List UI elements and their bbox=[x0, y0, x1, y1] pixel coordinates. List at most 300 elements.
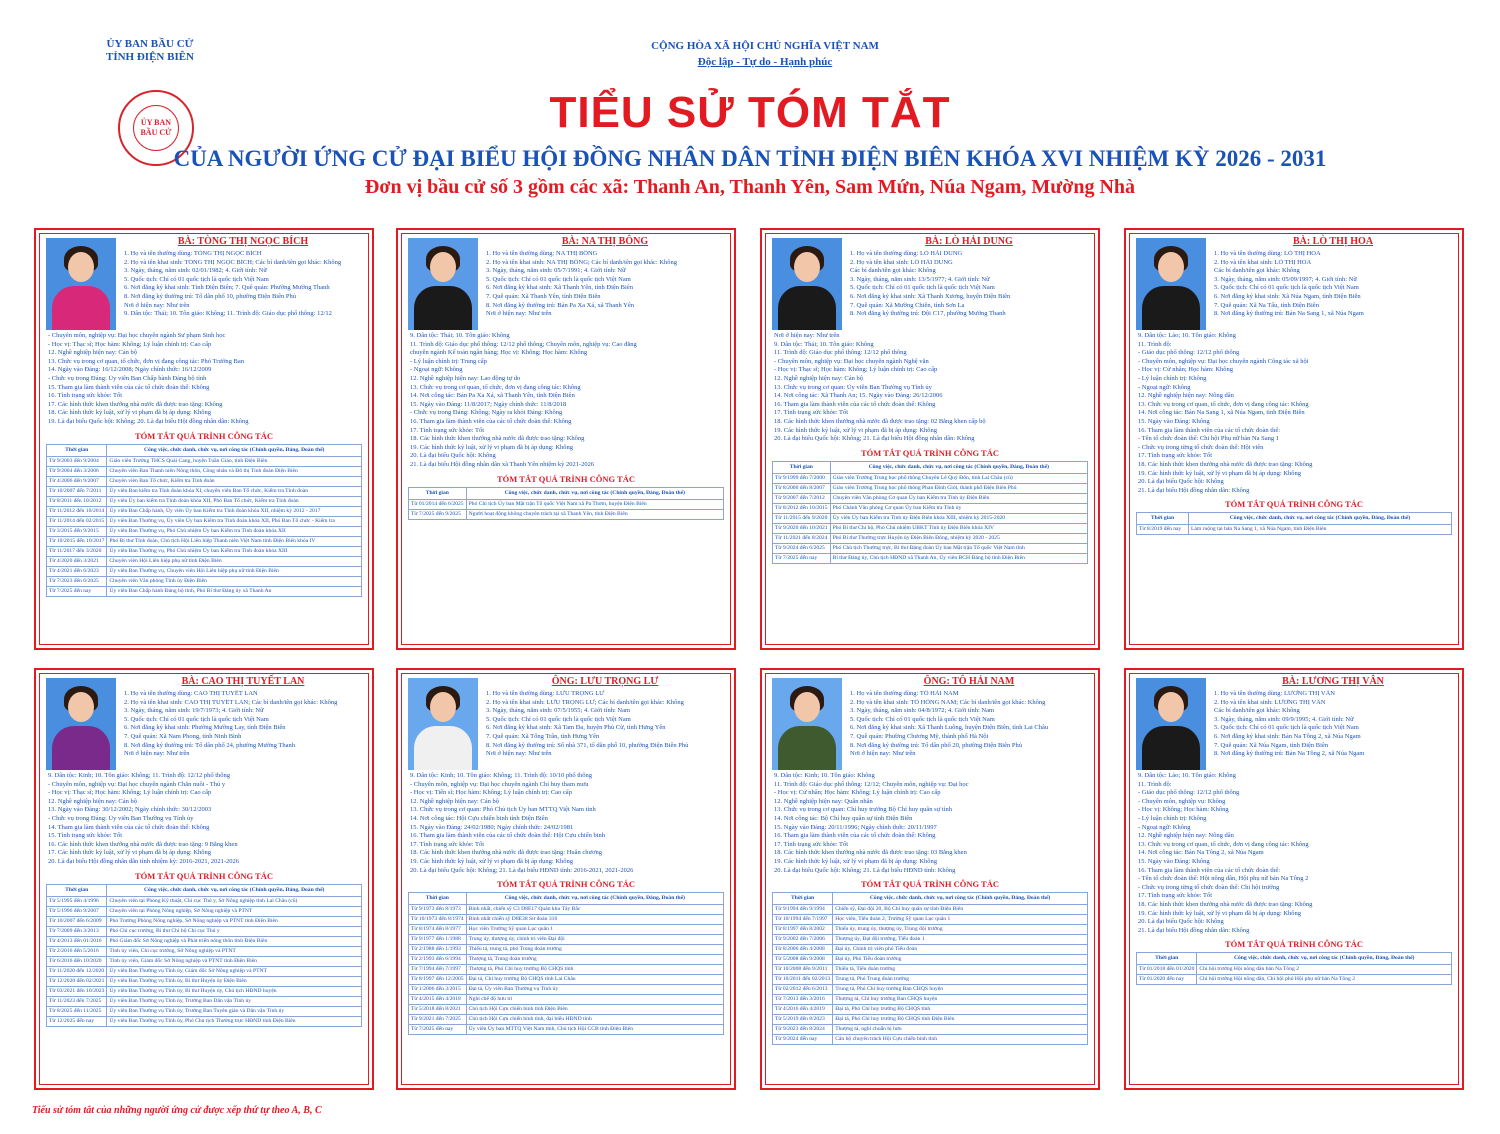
table-row bbox=[773, 975, 1088, 985]
work-cell: Đại tá, Chỉ huy trưởng Bộ CHQS tỉnh Lai Châu bbox=[466, 975, 723, 985]
table-row bbox=[409, 905, 724, 915]
detail-line: 18. Các hình thức khen thưởng nhà nước đã được trao tặng: Không bbox=[1138, 460, 1313, 468]
work-cell: Phó Bí thư Chi bộ, Phó Chủ nhiệm UBKT Tỉnh ủy Điện Biên khóa XIV bbox=[830, 523, 1087, 533]
table-row bbox=[409, 935, 724, 945]
candidate-info bbox=[124, 690, 364, 759]
work-cell: Ủy viên Ban Thường vụ Tỉnh ủy, Phó Chủ tịch Thường trực HĐND tỉnh Điện Biên bbox=[107, 1016, 362, 1026]
table-row bbox=[47, 946, 362, 956]
card-header bbox=[762, 670, 1098, 770]
time-cell: Từ 9/2003 đến 9/2004 bbox=[47, 456, 107, 466]
time-cell: Từ 7/2025 đến nay bbox=[409, 1025, 467, 1035]
detail-line: 13. Chức vụ trong cơ quan, tổ chức, đơn vị đang công tác: Không bbox=[1138, 400, 1309, 408]
work-column-header: Công việc, chức danh, chức vụ, nơi công tác (Chính quyền, Đảng, Đoàn thể) bbox=[1189, 513, 1452, 525]
time-cell: Từ 9/2024 đến nay bbox=[773, 1035, 833, 1045]
time-cell: Từ 7/2025 đến nay bbox=[47, 586, 107, 596]
detail-line: 18. Các hình thức khen thưởng nhà nước đã được trao tặng: 03 Bằng khen bbox=[774, 849, 967, 857]
candidate-photo bbox=[1136, 238, 1206, 330]
detail-line: - Chức vụ trong từng tổ chức đoàn thể: Hội viên bbox=[1138, 443, 1264, 451]
candidate-photo bbox=[772, 678, 842, 770]
info-line: 2. Họ và tên khai sinh: LƯU TRỌNG LƯ; Các bí danh/tên gọi khác: Không bbox=[486, 698, 684, 706]
time-cell: Từ 4/2020 đến 3/2021 bbox=[47, 556, 107, 566]
work-cell: Tỉnh ủy viên, Giám đốc Sở Nông nghiệp và PTNT tỉnh Điện Biên bbox=[107, 956, 362, 966]
candidate-info bbox=[850, 690, 1090, 759]
table-row bbox=[1137, 525, 1452, 535]
work-cell: Bí thư Đảng ủy, Chủ tịch HĐND xã Thanh An, Ủy viên BCH Đảng bộ tỉnh Điện Biên bbox=[830, 553, 1087, 563]
detail-line: 20. Là đại biểu Quốc hội: Không; 21. Là đại biểu Hội đồng nhân dân: Không bbox=[774, 435, 975, 443]
detail-line: 13. Chức vụ trong cơ quan, tổ chức, đơn vị đang công tác: Không bbox=[1138, 840, 1309, 848]
table-row bbox=[409, 965, 724, 975]
table-header-row bbox=[1137, 953, 1452, 965]
table-row bbox=[773, 493, 1088, 503]
work-cell: Tỉnh ủy viên, Chi cục trưởng, Sở Nông nghiệp và PTNT bbox=[107, 946, 362, 956]
detail-line: 16. Tình trạng sức khỏe: Tốt bbox=[48, 392, 123, 400]
time-cell: Từ 4/2021 đến 6/2023 bbox=[47, 566, 107, 576]
work-cell: Ủy viên Ủy ban MTTQ Việt Nam tỉnh, Chủ tịch Hội CCB tỉnh Điện Biên bbox=[466, 1025, 723, 1035]
time-cell: Từ 11/2015 đến 9/2020 bbox=[773, 513, 831, 523]
detail-line: - Chuyên môn, nghiệp vụ: Đại học chuyên ngành Sư phạm Sinh học bbox=[48, 332, 226, 339]
detail-line: 13. Chức vụ trong cơ quan: Ủy viên Ban Thường vụ Tỉnh ủy bbox=[774, 383, 932, 391]
table-row bbox=[773, 955, 1088, 965]
info-line: 2. Họ và tên khai sinh: LƯƠNG THỊ VÂN bbox=[1214, 698, 1326, 706]
detail-line: 14. Tham gia làm thành viên của các tổ chức đoàn thể: Không bbox=[48, 823, 210, 831]
time-cell: Từ 9/2004 đến 3/2006 bbox=[47, 466, 107, 476]
detail-line: 15. Ngày vào Đảng: Không bbox=[1138, 417, 1210, 425]
time-cell: Từ 7/2023 đến 6/2025 bbox=[47, 576, 107, 586]
candidate-name: BÀ: LƯƠNG THỊ VÂN bbox=[1282, 676, 1384, 687]
info-line: 3. Ngày, tháng, năm sinh: 04/8/1972; 4. Giới tính: Nam bbox=[850, 707, 995, 715]
table-row bbox=[47, 466, 362, 476]
candidate-name: BÀ: CAO THỊ TUYẾT LAN bbox=[181, 676, 305, 687]
table-row bbox=[47, 936, 362, 946]
info-line: 7. Quê quán: Phường Chương Mỹ, thành phố Hà Nội bbox=[850, 732, 989, 740]
work-cell: Thượng tá, Trung đoàn trưởng bbox=[466, 955, 723, 965]
work-history-title: TÓM TẮT QUÁ TRÌNH CÔNG TÁC bbox=[497, 473, 635, 484]
work-cell: Chuyên viên tại Phòng Nông nghiệp, Sở Nông nghiệp và PTNT bbox=[107, 906, 362, 916]
detail-line: 11. Trình độ: Giáo dục phổ thông: 12/12 phổ thông; Chuyên môn, nghiệp vụ: Cao đẳng bbox=[410, 340, 637, 348]
info-line: 6. Nơi đăng ký khai sinh: Phường Mường Lay, tỉnh Điện Biên bbox=[124, 724, 286, 732]
detail-line: 9. Dân tộc: Lào; 10. Tôn giáo: Không bbox=[1138, 772, 1236, 779]
time-cell: Từ 10/2015 đến 10/2017 bbox=[47, 536, 107, 546]
table-row bbox=[47, 986, 362, 996]
candidate-info bbox=[486, 250, 726, 319]
country-name: CỘNG HÒA XÃ HỘI CHỦ NGHĨA VIỆT NAM bbox=[651, 40, 879, 52]
work-cell: Ủy viên Ban Thường vụ, Chuyên viên Hội Liên hiệp phụ nữ tỉnh Điện Biên bbox=[107, 566, 362, 576]
work-cell: Giáo viên Trường Trung học phổ thông Chuyên Lê Quý Đôn, tỉnh Lai Châu (cũ) bbox=[830, 473, 1087, 483]
work-cell: Ủy viên Ban Thường vụ Tỉnh ủy, Giám đốc Sở Nông nghiệp và PTNT bbox=[107, 966, 362, 976]
work-cell: Chi hội trưởng Hội nông dân, Chi hội phó Hội phụ nữ bản Na Tông 2 bbox=[1197, 975, 1452, 985]
info-line: 6. Nơi đăng ký khai sinh: Xã Thanh Luông, huyện Điện Biên, tỉnh Lai Châu bbox=[850, 724, 1049, 732]
time-cell: Từ 4/2015 đến 4/2018 bbox=[409, 995, 467, 1005]
work-cell: Đại tá, Phó Chỉ huy trưởng Bộ CHQS tỉnh bbox=[833, 1005, 1088, 1015]
work-cell: Thiếu úy, trung úy, thượng úy, Trung đội trưởng bbox=[833, 925, 1088, 935]
work-history-table bbox=[772, 461, 1088, 564]
detail-line: - Học vị: Thạc sĩ; Học hàm: Không; Lý luận chính trị: Cao cấp bbox=[48, 789, 212, 797]
candidate-details bbox=[1126, 330, 1462, 495]
detail-line: - Ngoại ngữ: Không bbox=[410, 366, 463, 374]
detail-line: - Ngoại ngữ: Không bbox=[1138, 383, 1191, 391]
detail-line: - Học vị: Không; Học hàm: Không bbox=[1138, 806, 1229, 814]
table-row bbox=[47, 916, 362, 926]
info-line: 6. Nơi đăng ký khai sinh: Xã Thanh Yên, tỉnh Điện Biên bbox=[486, 284, 633, 292]
seal-text-1: ỦY BAN bbox=[140, 118, 172, 127]
time-cell: Từ 9/2020 đến 10/2021 bbox=[773, 523, 831, 533]
detail-line: 16. Tham gia làm thành viên của các tổ chức đoàn thể: Không bbox=[410, 417, 572, 425]
work-history-table bbox=[408, 892, 724, 1035]
detail-line: 15. Ngày vào Đảng: 11/8/2017; Ngày chính thức: 11/8/2018 bbox=[410, 400, 567, 408]
detail-line: 21. Là đại biểu Hội đồng nhân dân: Không bbox=[1138, 486, 1250, 494]
time-cell: Từ 9/1994 đến 9/1994 bbox=[773, 905, 833, 915]
work-column-header: Công việc, chức danh, chức vụ, nơi công tác (Chính quyền, Đảng, Đoàn thể) bbox=[107, 884, 362, 896]
work-cell: Chuyên viên Hội Liên hiệp phụ nữ tỉnh Điện Biên bbox=[107, 556, 362, 566]
table-header-row bbox=[1137, 513, 1452, 525]
time-cell: Từ 2/1988 đến 1/1993 bbox=[409, 945, 467, 955]
table-row bbox=[47, 496, 362, 506]
work-history-table bbox=[46, 444, 362, 597]
detail-line: 15. Tình trạng sức khỏe: Tốt bbox=[48, 832, 123, 840]
work-cell: Thượng tá, Chỉ huy trưởng Ban CHQS huyện bbox=[833, 995, 1088, 1005]
electoral-unit: Đơn vị bầu cử số 3 gồm các xã: Thanh An, Thanh Yên, Sam Mứn, Núa Ngam, Mường Nhà bbox=[364, 176, 1136, 198]
detail-line: - Học vị: Cử nhân; Học hàm: Không bbox=[1138, 366, 1234, 374]
page-title: TIỂU SỬ TÓM TẮT bbox=[549, 88, 951, 137]
detail-line: 18. Các hình thức kỷ luật, xử lý vi phạm đã bị áp dụng: Không bbox=[48, 409, 212, 417]
info-line: 5. Quốc tịch: Chỉ có 01 quốc tịch là quốc tịch Việt Nam bbox=[850, 284, 995, 292]
work-cell: Ủy viên Ban Thường vụ Tỉnh ủy, Trưởng Ban Tuyên giáo và Dân vận Tỉnh ủy bbox=[107, 1006, 362, 1016]
card-header bbox=[398, 230, 734, 330]
time-cell: Từ 4/2013 đến 01/2016 bbox=[47, 936, 107, 946]
detail-line: Nơi ở hiện nay: Như trên bbox=[774, 332, 840, 339]
committee-line-1: ỦY BAN BẦU CỬ bbox=[106, 38, 194, 50]
work-history-table bbox=[408, 487, 724, 520]
detail-line: 15. Ngày vào Đảng: Không bbox=[1138, 857, 1210, 865]
time-cell: Từ 5/1995 đến 4/1996 bbox=[47, 896, 107, 906]
work-cell: Thượng tá, nghỉ chuẩn bị hưu bbox=[833, 1025, 1088, 1035]
work-history-title: TÓM TẮT QUÁ TRÌNH CÔNG TÁC bbox=[497, 879, 635, 890]
detail-line: 14. Nơi công tác: Bản Na Sang 1, xã Núa Ngam, tỉnh Điện Biên bbox=[1138, 409, 1305, 417]
work-history-table bbox=[1136, 512, 1452, 535]
detail-line: 19. Các hình thức kỷ luật, xử lý vi phạm đã bị áp dụng: Không bbox=[1138, 469, 1302, 477]
detail-line: 12. Nghề nghiệp hiện nay: Nông dân bbox=[1138, 392, 1234, 400]
detail-line: 16. Tham gia làm thành viên của các tổ chức đoàn thể: bbox=[1138, 426, 1281, 434]
info-line: 2. Họ và tên khai sinh: TÔ HỒNG NAM; Các bí danh/tên gọi khác: Không bbox=[850, 698, 1046, 706]
work-cell: Chuyên viên Ban Thanh niên Nông thôn, Công nhân và Đô thị Tỉnh đoàn Điện Biên bbox=[107, 466, 362, 476]
table-row bbox=[1137, 975, 1452, 985]
detail-line: 20. Là đại biểu Quốc hội: Không bbox=[1138, 918, 1224, 926]
detail-line: 12. Nghề nghiệp hiện nay: Cán bộ bbox=[410, 797, 499, 805]
footnote: Tiểu sử tóm tắt của những người ứng cử được xếp thứ tự theo A, B, C bbox=[32, 1105, 322, 1116]
work-cell: Đại tá, Ủy viên Ban Thường vụ Tỉnh ủy bbox=[466, 985, 723, 995]
info-line: 7. Quê quán: Xã Núa Ngam, tỉnh Điện Biên bbox=[1214, 741, 1329, 749]
info-line: 8. Nơi đăng ký thường trú: Bản Pa Xa Xá, xã Thanh Yên bbox=[486, 301, 634, 309]
time-column-header: Thời gian bbox=[47, 884, 107, 896]
work-column-header: Công việc, chức danh, chức vụ, nơi công tác (Chính quyền, Đảng, Đoàn thể) bbox=[830, 461, 1087, 473]
detail-line: 9. Dân tộc: Thái; 10. Tôn giáo: Không bbox=[410, 332, 510, 339]
time-cell: Từ 8/1997 đến 8/2002 bbox=[773, 925, 833, 935]
work-cell: Ủy viên Ủy ban kiểm tra Tỉnh đoàn khóa XII, Phó Ban Tổ chức, Kiểm tra Tỉnh đoàn bbox=[107, 496, 362, 506]
table-header-row bbox=[409, 893, 724, 905]
table-row bbox=[773, 985, 1088, 995]
time-cell: Từ 10/2011 đến 02/2013 bbox=[773, 975, 833, 985]
work-column-header: Công việc, chức danh, chức vụ, nơi công tác (Chính quyền, Đảng, Đoàn thể) bbox=[107, 444, 362, 456]
time-cell: Từ 5/2019 đến 8/2023 bbox=[773, 1015, 833, 1025]
detail-line: 15. Ngày vào Đảng: 24/02/1980; Ngày chính thức: 24/02/1981 bbox=[410, 823, 574, 831]
work-cell: Chủ tịch Hội Cựu chiến binh tỉnh Điện Biên bbox=[466, 1005, 723, 1015]
table-row bbox=[773, 1005, 1088, 1015]
info-line: 1. Họ và tên thường dùng: LƯƠNG THỊ VÂN bbox=[1214, 690, 1335, 697]
detail-line: 21. Là đại biểu Hội đồng nhân dân xã Thanh Yên nhiệm kỳ 2021-2026 bbox=[410, 460, 595, 468]
national-motto bbox=[600, 38, 930, 70]
detail-line: 20. Là đại biểu Quốc hội: Không; 21. Là đại biểu HĐND tỉnh: Không bbox=[774, 866, 956, 874]
table-row bbox=[773, 1035, 1088, 1045]
detail-line: 18. Các hình thức khen thưởng nhà nước đã được trao tặng: Không bbox=[1138, 900, 1313, 908]
time-cell: Từ 7/2025 đến 9/2025 bbox=[409, 509, 467, 519]
detail-line: 17. Tình trạng sức khỏe: Tốt bbox=[410, 426, 485, 434]
work-cell: Phó Bí thư Thường trực Huyện ủy Điện Biên Đông, nhiệm kỳ 2020 - 2025 bbox=[830, 533, 1087, 543]
detail-line: 20. Là đại biểu Quốc hội: Không bbox=[1138, 478, 1224, 486]
work-history-table bbox=[1136, 952, 1452, 985]
time-cell: Từ 2/2016 đến 5/2016 bbox=[47, 946, 107, 956]
detail-line: 9. Dân tộc: Kinh; 10. Tôn giáo: Không; 11. Trình độ: 10/10 phổ thông bbox=[410, 772, 593, 779]
time-cell: Từ 5/1996 đến 9/2007 bbox=[47, 906, 107, 916]
candidate-photo bbox=[408, 678, 478, 770]
info-line: Nơi ở hiện nay: Như trên bbox=[486, 750, 552, 758]
detail-line: - Chức vụ trong Đảng: Ủy viên Ban Thường vụ Tỉnh ủy bbox=[48, 814, 194, 822]
table-row bbox=[409, 509, 724, 519]
info-line: 5. Quốc tịch: Chỉ có 01 quốc tịch là quốc tịch Việt Nam bbox=[124, 275, 269, 283]
candidate-details bbox=[398, 770, 734, 875]
work-history-title: TÓM TẮT QUÁ TRÌNH CÔNG TÁC bbox=[135, 430, 273, 441]
info-line: 3. Ngày, tháng, năm sinh: 02/01/1982; 4. Giới tính: Nữ bbox=[124, 267, 267, 275]
candidate-photo bbox=[772, 238, 842, 330]
detail-line: 21. Là đại biểu Hội đồng nhân dân: Không bbox=[1138, 926, 1250, 934]
detail-line: - Chuyên môn, nghiệp vụ: Không bbox=[1138, 797, 1226, 805]
table-row bbox=[773, 995, 1088, 1005]
table-row bbox=[773, 513, 1088, 523]
work-history-title: TÓM TẮT QUÁ TRÌNH CÔNG TÁC bbox=[861, 879, 999, 890]
work-cell: Ủy viên Ban Thường vụ Tỉnh ủy, Bí thư Huyện ủy, Chủ tịch HĐND huyện bbox=[107, 986, 362, 996]
table-row bbox=[47, 1016, 362, 1026]
card-header bbox=[36, 670, 372, 770]
detail-line: - Học vị: Thạc sĩ; Học hàm: Không; Lý luận chính trị: Cao cấp bbox=[48, 340, 212, 348]
candidate-name: BÀ: TÒNG THỊ NGỌC BÍCH bbox=[177, 236, 309, 247]
info-line: 8. Nơi đăng ký thường trú: Số nhà 371, tổ dân phố 10, phường Điện Biên Phủ bbox=[486, 741, 689, 749]
detail-line: - Học vị: Cử nhân; Học hàm: Không; Lý luận chính trị: Cao cấp bbox=[774, 789, 941, 797]
table-row bbox=[47, 896, 362, 906]
time-column-header: Thời gian bbox=[773, 893, 833, 905]
detail-line: - Lý luận chính trị: Không bbox=[1138, 814, 1207, 822]
time-cell: Từ 9/2024 đến 6/2025 bbox=[773, 543, 831, 553]
work-cell: Đại úy, Phó Tiểu đoàn trưởng bbox=[833, 955, 1088, 965]
table-row bbox=[773, 1025, 1088, 1035]
info-line: 2. Họ và tên khai sinh: LÒ HẢI DUNG bbox=[850, 258, 953, 266]
detail-line: 12. Nghề nghiệp hiện nay: Lao động tự do bbox=[410, 374, 521, 382]
time-cell: Từ 9/1999 đến 7/2000 bbox=[773, 473, 831, 483]
detail-line: 14. Ngày vào Đảng: 16/12/2008; Ngày chính thức: 16/12/2009 bbox=[48, 366, 212, 374]
time-cell: Từ 8/2000 đến 8/2007 bbox=[773, 483, 831, 493]
work-cell: Thượng úy, Đại đội trưởng, Tiểu đoàn 1 bbox=[833, 935, 1088, 945]
work-history-title: TÓM TẮT QUÁ TRÌNH CÔNG TÁC bbox=[861, 447, 999, 458]
time-cell: Từ 9/2023 đến 8/2024 bbox=[773, 1025, 833, 1035]
time-cell: Từ 10/1994 đến 7/1997 bbox=[773, 915, 833, 925]
detail-line: 17. Các hình thức khen thưởng nhà nước đã được trao tặng: Không bbox=[48, 400, 223, 408]
work-cell: Phó Giám đốc Sở Nông nghiệp và Phát triển nông thôn tỉnh Điện Biên bbox=[107, 936, 362, 946]
table-row bbox=[409, 1005, 724, 1015]
info-line: Các bí danh/tên gọi khác: Không bbox=[1214, 267, 1300, 275]
candidate-name: BÀ: NA THỊ BÔNG bbox=[561, 236, 649, 247]
table-row bbox=[409, 1025, 724, 1035]
work-column-header: Công việc, chức danh, chức vụ, nơi công tác (Chính quyền, Đảng, Đoàn thể) bbox=[466, 893, 723, 905]
time-cell: Từ 11/2021 đến 8/2024 bbox=[773, 533, 831, 543]
detail-line: 9. Dân tộc: Lào; 10. Tôn giáo: Không bbox=[1138, 332, 1236, 339]
info-line: 7. Quê quán: Xã Nam Phong, tỉnh Ninh Bình bbox=[124, 732, 242, 740]
time-cell: Từ 7/2009 đến 3/2013 bbox=[47, 926, 107, 936]
time-cell: Từ 7/2025 đến nay bbox=[773, 553, 831, 563]
info-line: 2. Họ và tên khai sinh: CAO THỊ TUYẾT LAN; Các bí danh/tên gọi khác: Không bbox=[124, 698, 338, 706]
work-cell: Chuyên viên Văn phòng Cơ quan Ủy ban Kiểm tra Tỉnh ủy Điện Biên bbox=[830, 493, 1087, 503]
detail-line: - Giáo dục phổ thông: 12/12 phổ thông bbox=[1138, 789, 1240, 797]
candidate-details bbox=[36, 330, 372, 427]
table-row bbox=[47, 506, 362, 516]
work-cell: Làm ruộng tại bản Na Sang 1, xã Núa Ngam, tỉnh Điện Biên bbox=[1189, 525, 1452, 535]
info-line: 8. Nơi đăng ký thường trú: Tổ dân phố 20, phường Điện Biên Phủ bbox=[850, 741, 1022, 749]
info-line: 5. Quốc tịch: Chỉ có 01 quốc tịch là quốc tịch Việt Nam bbox=[486, 275, 631, 283]
info-line: 6. Nơi đăng ký khai sinh: Xã Tam Đa, huyện Phù Cừ, tỉnh Hưng Yên bbox=[486, 724, 666, 732]
info-line: 1. Họ và tên thường dùng: NA THỊ BÔNG bbox=[486, 250, 598, 257]
work-cell: Phó Bí thư Tỉnh đoàn, Chủ tịch Hội Liên hiệp Thanh niên Việt Nam tỉnh Điện Biên khóa IV bbox=[107, 536, 362, 546]
time-column-header: Thời gian bbox=[1137, 513, 1189, 525]
table-row bbox=[773, 935, 1088, 945]
detail-line: 13. Chức vụ trong cơ quan, tổ chức, đơn vị đang công tác: Phó Trưởng Ban bbox=[48, 357, 244, 365]
work-cell: Trung úy, thượng úy, chính trị viên Đại đội bbox=[466, 935, 723, 945]
time-cell: Từ 3/2015 đến 9/2015 bbox=[47, 526, 107, 536]
detail-line: 19. Các hình thức kỷ luật, xử lý vi phạm đã bị áp dụng: Không bbox=[410, 443, 574, 451]
table-row bbox=[773, 965, 1088, 975]
time-cell: Từ 01/2018 đến 01/2020 bbox=[1137, 965, 1197, 975]
detail-line: - Chuyên môn, nghiệp vụ: Đại học chuyên ngành Công tác xã hội bbox=[1138, 357, 1309, 365]
info-line: Các bí danh/tên gọi khác: Không bbox=[1214, 707, 1300, 715]
time-cell: Từ 10/2008 đến 9/2011 bbox=[773, 965, 833, 975]
work-cell: Ủy viên Ban Thường vụ Tỉnh ủy, Bí thư Huyện ủy Điện Biên bbox=[107, 976, 362, 986]
time-cell: Từ 5/2018 đến 8/2021 bbox=[409, 1005, 467, 1015]
work-cell: Chuyên viên Văn phòng Tỉnh ủy Điện Biên bbox=[107, 576, 362, 586]
table-row bbox=[773, 925, 1088, 935]
detail-line: 12. Nghề nghiệp hiện nay: Cán bộ bbox=[48, 349, 137, 357]
info-line: 3. Ngày, tháng, năm sinh: 07/5/1955; 4. Giới tính: Nam bbox=[486, 707, 631, 715]
table-row bbox=[47, 926, 362, 936]
candidate-photo bbox=[46, 238, 116, 330]
work-cell: Học viên, Tiểu đoàn 2, Trường Sỹ quan Lục quân 1 bbox=[833, 915, 1088, 925]
table-row bbox=[47, 996, 362, 1006]
info-line: 5. Quốc tịch: Chỉ có 01 quốc tịch là quốc tịch Việt Nam bbox=[1214, 284, 1359, 292]
table-row bbox=[47, 476, 362, 486]
detail-line: 17. Tình trạng sức khỏe: Tốt bbox=[1138, 452, 1213, 460]
table-header-row bbox=[47, 884, 362, 896]
table-row bbox=[47, 526, 362, 536]
table-row bbox=[47, 576, 362, 586]
detail-line: 17. Tình trạng sức khỏe: Tốt bbox=[1138, 892, 1213, 900]
work-cell: Thiếu tá, trung tá, phó Trung đoàn trưởng bbox=[466, 945, 723, 955]
candidate-name: BÀ: LÒ THỊ HOA bbox=[1292, 236, 1374, 247]
detail-line: 17. Các hình thức kỷ luật, xử lý vi phạm đã bị áp dụng: Không bbox=[48, 849, 212, 857]
candidate-details bbox=[762, 330, 1098, 444]
table-row bbox=[409, 925, 724, 935]
work-column-header: Công việc, chức danh, chức vụ, nơi công tác (Chính quyền, Đảng, Đoàn thể) bbox=[1197, 953, 1452, 965]
time-cell: Từ 6/2016 đến 10/2020 bbox=[47, 956, 107, 966]
info-line: 7. Quê quán: Xã Na Tấu, tỉnh Điện Biên bbox=[1214, 301, 1319, 309]
time-cell: Từ 8/1997 đến 12/2005 bbox=[409, 975, 467, 985]
work-cell: Trung tá, Phó Chỉ huy trưởng Ban CHQS huyện bbox=[833, 985, 1088, 995]
detail-line: 9. Dân tộc: Kinh; 10. Tôn giáo: Không; 11. Trình độ: 12/12 phổ thông bbox=[48, 772, 231, 779]
info-line: 3. Ngày, tháng, năm sinh: 09/9/1995; 4. Giới tính: Nữ bbox=[1214, 715, 1354, 723]
time-cell: Từ 9/2021 đến 7/2025 bbox=[409, 1015, 467, 1025]
work-cell: Ủy viên Ban Chấp hành Đảng bộ tỉnh, Phó Bí thư Đảng ủy xã Thanh An bbox=[107, 586, 362, 596]
detail-line: 15. Tham gia làm thành viên của các tổ chức đoàn thể: Không bbox=[48, 383, 210, 391]
table-row bbox=[773, 915, 1088, 925]
work-cell: Chuyên viên Ban Tổ chức, Kiểm tra Tỉnh đoàn bbox=[107, 476, 362, 486]
detail-line: 11. Trình độ: Giáo dục phổ thông: 12/12 phổ thông bbox=[774, 349, 907, 357]
time-cell: Từ 8/2011 đến 10/2012 bbox=[47, 496, 107, 506]
candidate-card bbox=[34, 668, 374, 1090]
table-row bbox=[773, 503, 1088, 513]
table-row bbox=[47, 566, 362, 576]
candidate-info bbox=[486, 690, 726, 759]
info-line: 3. Ngày, tháng, năm sinh: 05/09/1997; 4. Giới tính: Nữ bbox=[1214, 275, 1357, 283]
detail-line: - Giáo dục phổ thông: 12/12 phổ thông bbox=[1138, 349, 1240, 357]
detail-line: 12. Nghề nghiệp hiện nay: Cán bộ bbox=[48, 797, 137, 805]
detail-line: - Học vị: Thạc sĩ; Học hàm: Không; Lý luận chính trị: Cao cấp bbox=[774, 366, 938, 374]
time-cell: Từ 12/2020 đến 02/2021 bbox=[47, 976, 107, 986]
table-row bbox=[47, 556, 362, 566]
candidate-info bbox=[1214, 690, 1454, 759]
detail-line: 12. Nghề nghiệp hiện nay: Quân nhân bbox=[774, 797, 873, 805]
work-cell: Binh nhất chiến sỹ D8E38 Sư đoàn 316 bbox=[466, 915, 723, 925]
detail-line: 19. Các hình thức kỷ luật, xử lý vi phạm đã bị áp dụng: Không bbox=[774, 857, 938, 865]
work-cell: Ủy viên Ban Thường vụ, Phó Chủ nhiệm Ủy ban Kiểm tra Tỉnh đoàn khóa XII bbox=[107, 526, 362, 536]
info-line: 8. Nơi đăng ký thường trú: Bản Na Tông 2, xã Núa Ngam bbox=[1214, 750, 1365, 758]
table-row bbox=[47, 486, 362, 496]
candidate-card bbox=[760, 228, 1100, 650]
card-header bbox=[1126, 670, 1462, 770]
detail-line: 13. Chức vụ trong cơ quan: Phó Chủ tịch Ủy ban MTTQ Việt Nam tỉnh bbox=[410, 806, 596, 814]
work-cell: Phó Chi cục trưởng, Bí thư Chi bộ Chi cục Thú y bbox=[107, 926, 362, 936]
detail-line: - Chuyên môn, nghiệp vụ: Đại học chuyên ngành Chăn nuôi - Thú y bbox=[48, 780, 226, 788]
detail-line: - Học vị: Tiến sĩ; Học hàm: Không; Lý luận chính trị: Cao cấp bbox=[410, 789, 572, 797]
time-cell: Từ 12/2025 đến nay bbox=[47, 1016, 107, 1026]
time-cell: Từ 8/1974 đến 8/1977 bbox=[409, 925, 467, 935]
work-cell: Giáo viên Trường THCS Quài Cang, huyện Tuần Giáo, tỉnh Điện Biên bbox=[107, 456, 362, 466]
time-column-header: Thời gian bbox=[409, 893, 467, 905]
work-cell: Thượng tá, Phó Chỉ huy trưởng Bộ CHQS tỉnh bbox=[466, 965, 723, 975]
info-line: Nơi ở hiện nay: Như trên bbox=[850, 750, 916, 758]
detail-line: 16. Các hình thức khen thưởng nhà nước đã được trao tặng: 9 Bằng khen bbox=[48, 840, 238, 848]
detail-line: - Lý luận chính trị: Không bbox=[1138, 374, 1207, 382]
info-line: 1. Họ và tên thường dùng: LÒ HẢI DUNG bbox=[850, 250, 963, 257]
table-row bbox=[409, 945, 724, 955]
table-row bbox=[47, 516, 362, 526]
work-cell: Ủy viên Ban kiểm tra Tỉnh đoàn khóa XI, chuyên viên Ban Tổ chức, Kiểm tra Tỉnh đoàn bbox=[107, 486, 362, 496]
info-line: Nơi ở hiện nay: Như trên bbox=[124, 750, 190, 758]
work-cell: Giáo viên Trường Trung học phổ thông Phan Đình Giót, thành phố Điện Biên Phủ bbox=[830, 483, 1087, 493]
detail-line: 19. Các hình thức kỷ luật, xử lý vi phạm đã bị áp dụng: Không bbox=[774, 426, 938, 434]
info-line: 3. Ngày, tháng, năm sinh: 19/7/1973; 4. Giới tính: Nữ bbox=[124, 707, 264, 715]
info-line: 1. Họ và tên thường dùng: TÒNG THỊ NGỌC BÍCH bbox=[124, 250, 262, 257]
time-column-header: Thời gian bbox=[773, 461, 831, 473]
table-row bbox=[773, 543, 1088, 553]
time-cell: Từ 02/2012 đến 6/2013 bbox=[773, 985, 833, 995]
table-row bbox=[409, 915, 724, 925]
card-header bbox=[36, 230, 372, 330]
table-row bbox=[1137, 965, 1452, 975]
work-column-header: Công việc, chức danh, chức vụ, nơi công tác (Chính quyền, Đảng, Đoàn thể) bbox=[833, 893, 1088, 905]
